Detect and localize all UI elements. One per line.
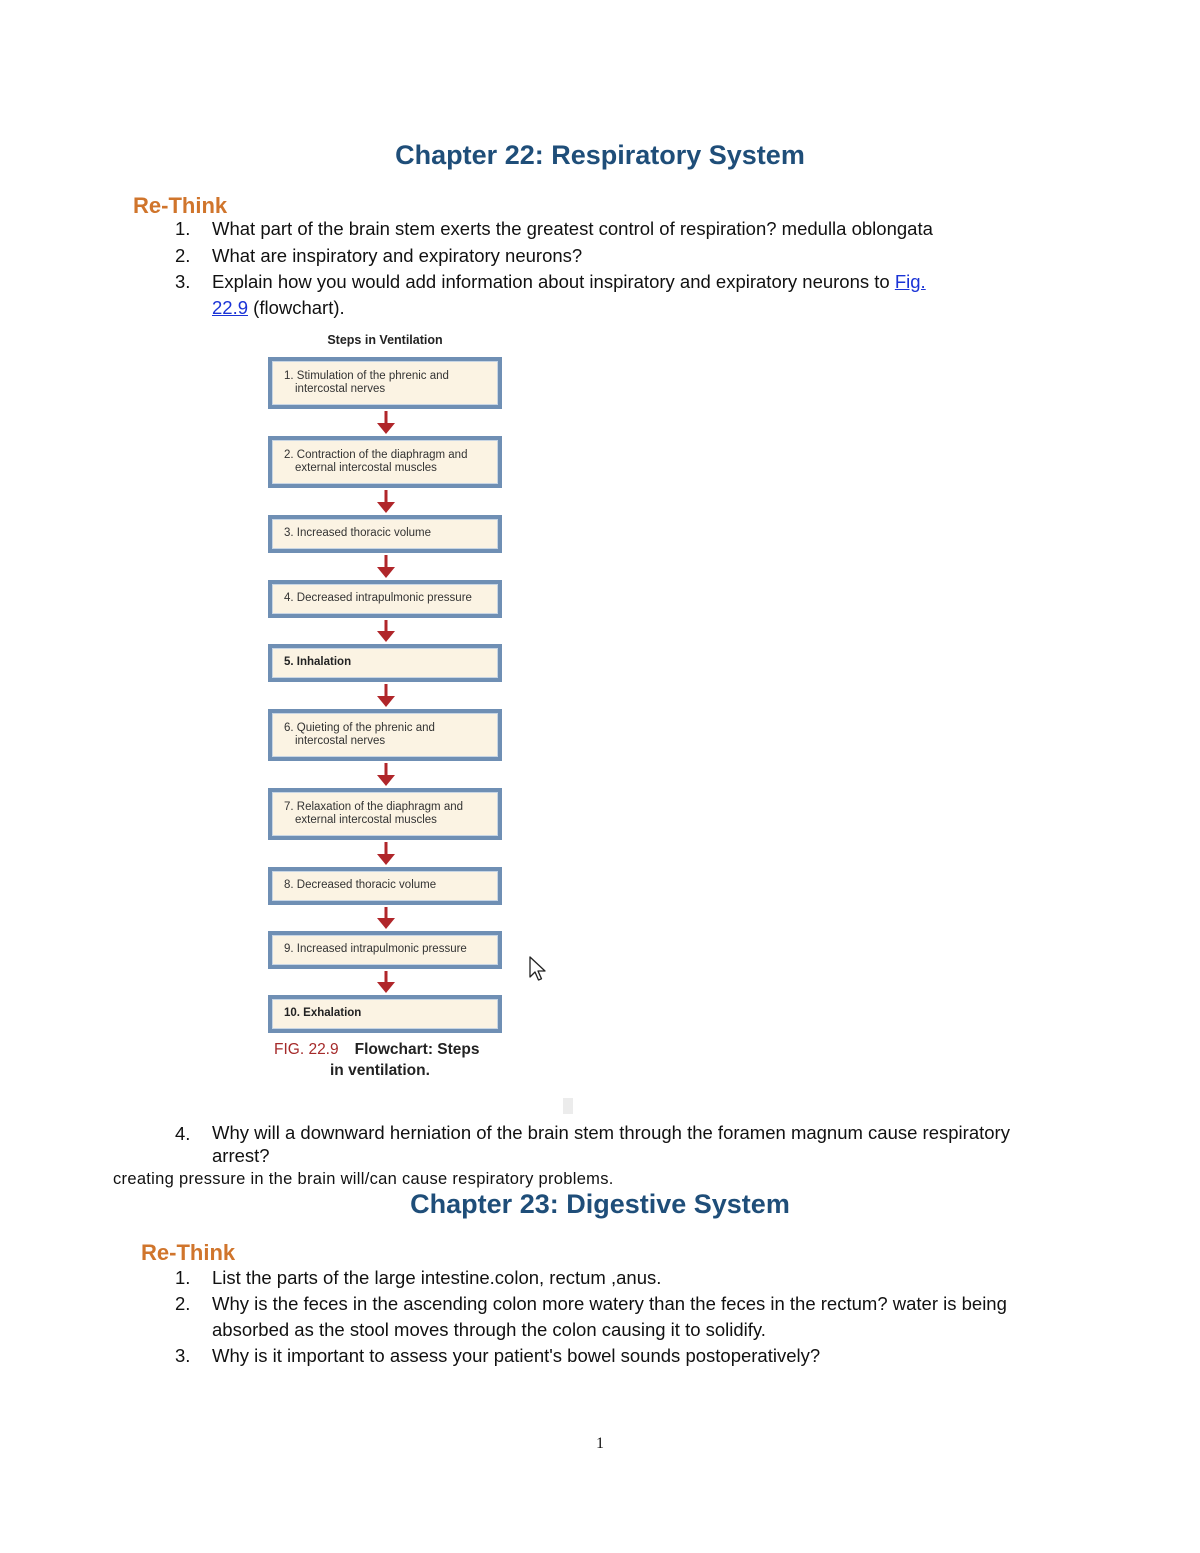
figure-number: FIG. 22.9 [274, 1041, 339, 1058]
ch22-question-4 [175, 1121, 1075, 1171]
flowchart-step-text [284, 722, 435, 749]
flowchart-step-6 [268, 709, 502, 761]
flowchart-step-line-2: intercostal nerves [295, 735, 386, 747]
mouse-pointer-icon [528, 956, 548, 984]
flowchart-step-2 [268, 436, 502, 488]
caption-line-1: Flowchart: Steps [354, 1041, 480, 1058]
question-text-after: (flowchart). [248, 297, 345, 318]
flowchart-step-line-1: 3. Increased thoracic volume [284, 527, 432, 540]
page-number: 1 [596, 1435, 604, 1452]
flowchart-step-line-1: 9. Increased intrapulmonic pressure [284, 943, 467, 956]
flowchart-step-line-1: 7. Relaxation of the diaphragm and [284, 800, 464, 813]
ch23-question-2 [175, 1291, 1075, 1343]
flowchart-step-line-1: 10. Exhalation [284, 1007, 362, 1020]
ch22-answer-4: creating pressure in the brain will/can cause respiratory problems. [113, 1170, 614, 1188]
ch23-question-1 [175, 1265, 1075, 1291]
list-number: 1. [175, 1267, 191, 1288]
flowchart-step-line-2: external intercostal muscles [295, 462, 437, 474]
question-text [212, 1291, 1072, 1343]
flowchart-step-text [284, 879, 436, 893]
question-text: Why is it important to assess your patient's bowel sounds postoperatively? [212, 1345, 821, 1366]
flowchart-arrow-down-icon [377, 620, 395, 642]
flowchart-step-text [284, 527, 431, 541]
list-number: 2. [175, 245, 191, 266]
flowchart-step-line-1: 1. Stimulation of the phrenic and [284, 369, 449, 382]
flowchart-arrow-down-icon [377, 555, 395, 578]
ch22-rethink-heading: Re-Think [133, 193, 228, 218]
figure-caption [274, 1040, 514, 1060]
flowchart-step-4 [268, 580, 502, 618]
list-number: 2. [175, 1293, 191, 1314]
flowchart-step-line-2: external intercostal muscles [295, 814, 437, 826]
list-number: 3. [175, 271, 191, 292]
flowchart-step-text [284, 370, 449, 397]
flowchart-arrow-down-icon [377, 763, 395, 786]
list-number: 1. [175, 218, 191, 239]
flowchart-step-text [284, 801, 463, 828]
question-text-before: Explain how you would add information about inspiratory and expiratory neurons to [212, 271, 895, 292]
flowchart-step-text [284, 592, 472, 606]
flowchart-step-line-1: 6. Quieting of the phrenic and [284, 721, 435, 734]
ch23-rethink-heading: Re-Think [141, 1240, 236, 1265]
flowchart-step-10 [268, 995, 502, 1033]
question-text: List the parts of the large intestine.colon, rectum ,anus. [212, 1267, 662, 1288]
flowchart-arrow-down-icon [377, 490, 395, 513]
flowchart-step-5 [268, 644, 502, 682]
ch22-question-1 [175, 216, 1075, 242]
flowchart-step-9 [268, 931, 502, 969]
flowchart-step-text [284, 656, 351, 670]
ch22-question-2 [175, 243, 1075, 269]
flowchart-step-3 [268, 515, 502, 553]
flowchart-arrow-down-icon [377, 411, 395, 434]
caption-line-2: in ventilation. [330, 1062, 430, 1079]
question-text [212, 1121, 1072, 1167]
question-line-1: Why is the feces in the ascending colon more watery than the feces in the rectum? water is being [212, 1293, 1007, 1314]
flowchart-arrow-down-icon [377, 842, 395, 865]
question-line-2: absorbed as the stool moves through the colon causing it to solidify. [212, 1319, 766, 1340]
flowchart-step-8 [268, 867, 502, 905]
flowchart-step-7 [268, 788, 502, 840]
question-line-2: arrest? [212, 1145, 270, 1166]
fig-22-9-link-continued[interactable]: 22.9 [212, 297, 249, 318]
flowchart-step-line-1: 4. Decreased intrapulmonic pressure [284, 592, 472, 605]
flowchart-step-line-1: 2. Contraction of the diaphragm and [284, 448, 468, 461]
question-text [212, 269, 1072, 321]
flowchart-step-line-2: intercostal nerves [295, 383, 386, 395]
question-text: What part of the brain stem exerts the greatest control of respiration? medulla oblongata [212, 218, 933, 239]
flowchart-step-text [284, 1007, 361, 1021]
chapter-22-title: Chapter 22: Respiratory System [395, 140, 805, 170]
flowchart-arrow-down-icon [377, 684, 395, 707]
fig-22-9-link[interactable]: Fig. [894, 271, 926, 292]
list-number: 3. [175, 1345, 191, 1366]
flowchart-step-text [284, 449, 467, 476]
chapter-23-title: Chapter 23: Digestive System [410, 1189, 790, 1219]
question-text: What are inspiratory and expiratory neurons? [212, 245, 583, 266]
flowchart-arrow-down-icon [377, 907, 395, 929]
list-number: 4. [175, 1123, 191, 1144]
question-line-1: Why will a downward herniation of the brain stem through the foramen magnum cause respiratory [212, 1122, 1010, 1143]
ch23-question-3 [175, 1343, 1075, 1369]
flowchart-title: Steps in Ventilation [327, 333, 443, 347]
ch22-question-3 [175, 269, 1075, 321]
flowchart-arrow-down-icon [377, 971, 395, 993]
flowchart-step-text [284, 943, 467, 957]
flowchart-step-line-1: 8. Decreased thoracic volume [284, 879, 437, 892]
flowchart-step-1 [268, 357, 502, 409]
flowchart-step-line-1: 5. Inhalation [284, 656, 352, 669]
text-caret-marker [563, 1098, 573, 1114]
